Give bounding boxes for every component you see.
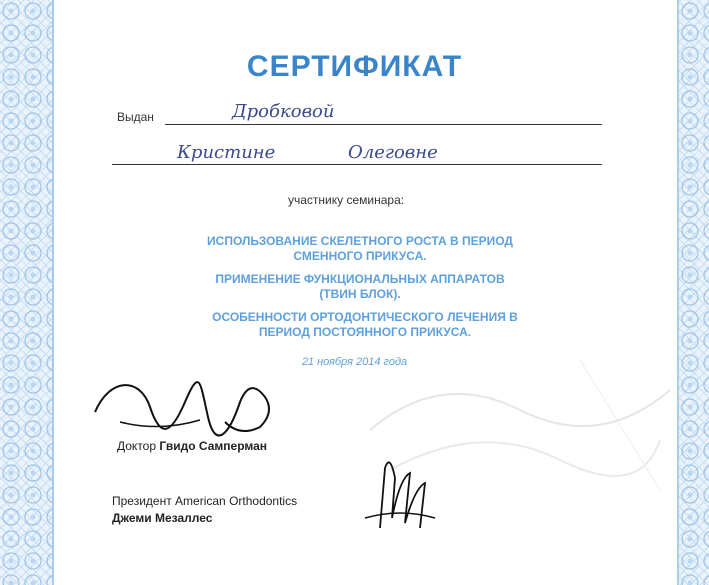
president-name: Джеми Мезаллес (112, 511, 213, 525)
certificate-title: СЕРТИФИКАТ (246, 50, 463, 83)
doctor-signature (90, 372, 290, 442)
seminar-topic-3: ОСОБЕННОСТИ ОРТОДОНТИЧЕСКОГО ЛЕЧЕНИЯ В ПЕРИОД ПОСТОЯННОГО ПРИКУСА. (212, 310, 518, 339)
recipient-patronymic: Олеговне (348, 142, 438, 163)
issued-label: Выдан (117, 110, 154, 124)
recipient-surname: Дробковой (232, 101, 335, 122)
decorative-border-left (0, 0, 54, 585)
participant-text: участнику семинара: (288, 193, 405, 207)
seminar-topic-1: ИСПОЛЬЗОВАНИЕ СКЕЛЕТНОГО РОСТА В ПЕРИОД СМЕННОГО ПРИКУСА. (207, 234, 513, 263)
seminar-date: 21 ноября 2014 года (301, 356, 408, 368)
doctor-signatory (117, 439, 267, 453)
seminar-topic-2: ПРИМЕНЕНИЕ ФУНКЦИОНАЛЬНЫХ АППАРАТОВ (ТВИН БЛОК). (215, 272, 505, 301)
president-title: Президент American Orthodontics (112, 494, 298, 508)
doctor-name: Гвидо Самперман (159, 439, 268, 453)
president-signature (360, 448, 440, 538)
name-line-2 (112, 164, 602, 165)
recipient-first-name: Кристине (177, 142, 276, 163)
name-line-1 (165, 124, 602, 125)
doctor-prefix: Доктор (117, 439, 157, 453)
decorative-border-right (677, 0, 709, 585)
